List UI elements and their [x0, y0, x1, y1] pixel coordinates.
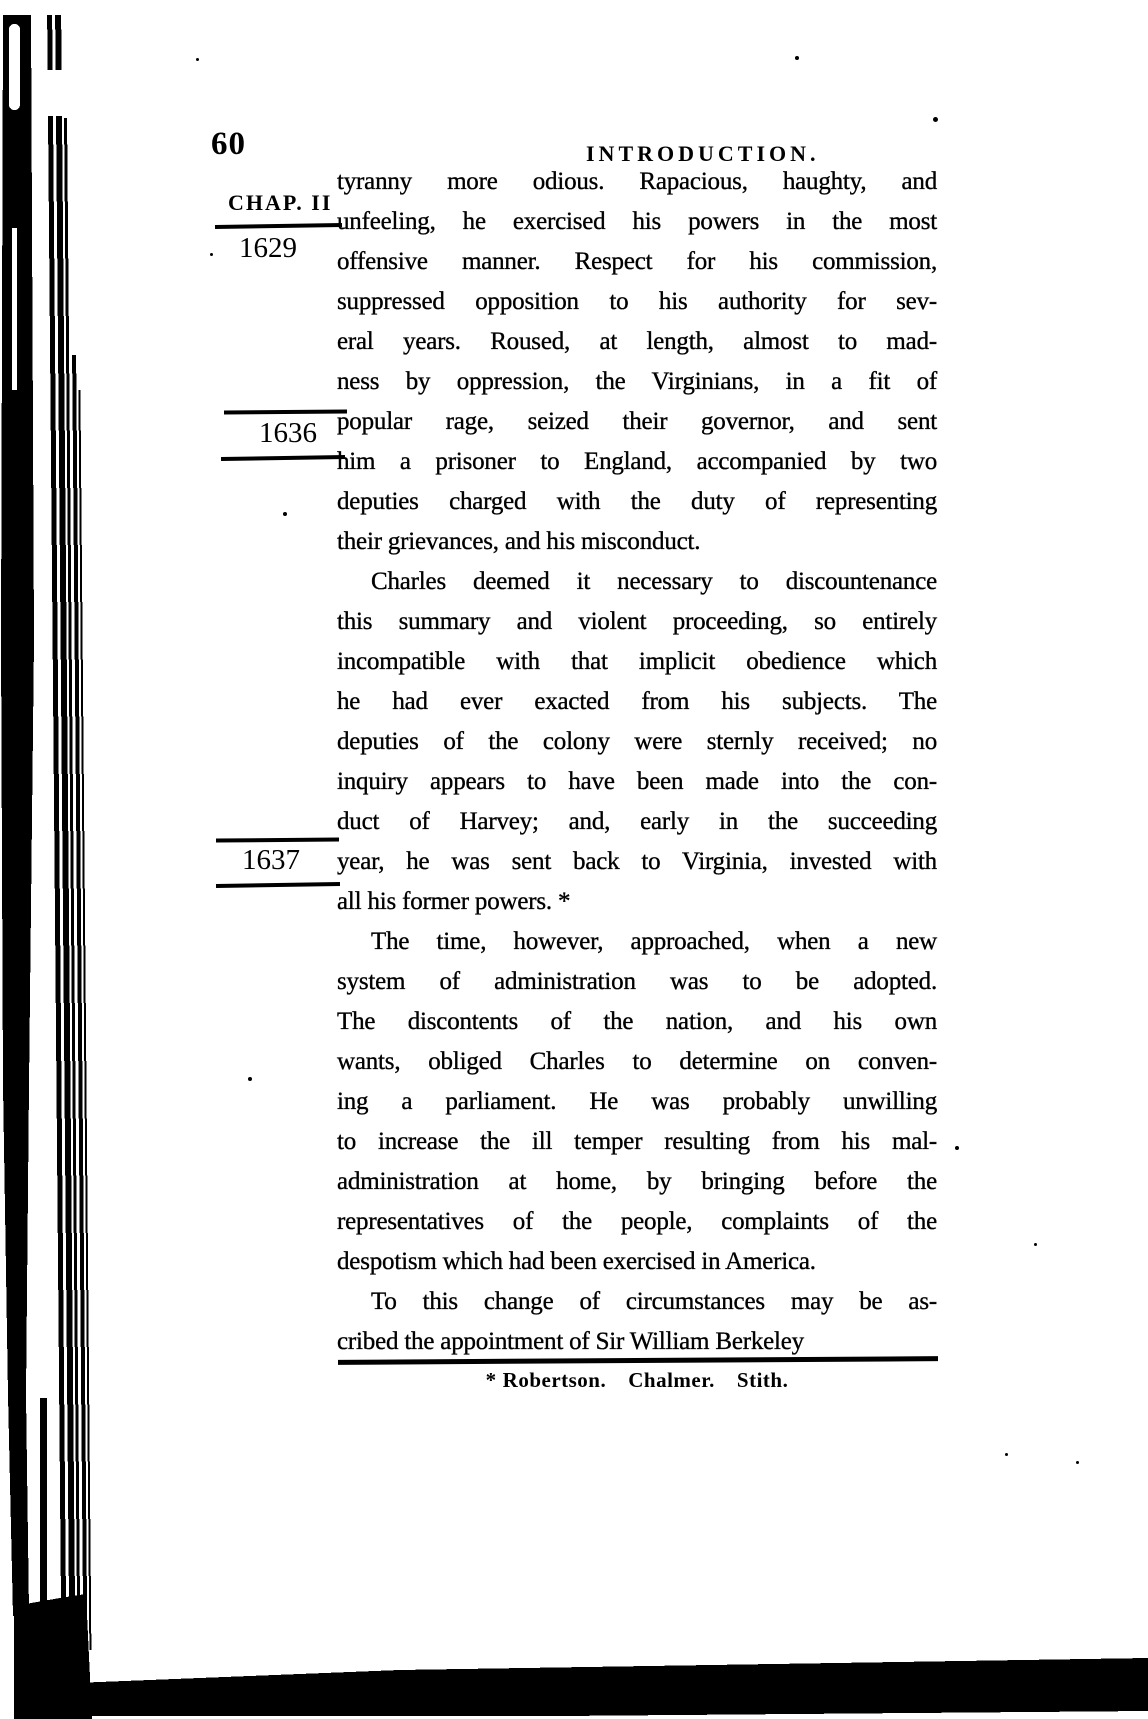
scan-speck	[210, 253, 213, 256]
body-line: year, he was sent back to Virginia, invested with	[337, 848, 937, 875]
body-line: system of administration was to be adopted.	[337, 968, 937, 995]
body-line: all his former powers. *	[337, 888, 571, 915]
body-line: this summary and violent proceeding, so entirely	[337, 608, 937, 635]
body-line: tyranny more odious. Rapacious, haughty, and	[337, 168, 937, 195]
body-line: unfeeling, he exercised his powers in the most	[337, 208, 937, 235]
body-line: offensive manner. Respect for his commission,	[337, 248, 937, 275]
bottom-scan-bar	[50, 1658, 1148, 1716]
body-text-column	[337, 162, 937, 1362]
gutter-stripes	[1, 15, 92, 1665]
body-line: incompatible with that implicit obedience which	[337, 648, 937, 675]
footnote	[337, 1368, 937, 1393]
body-line: administration at home, by bringing before the	[337, 1168, 937, 1195]
body-line: deputies of the colony were sternly received; no	[337, 728, 937, 755]
scan-speck	[248, 1077, 252, 1081]
scan-speck	[196, 58, 199, 61]
footnote-entry: Stith.	[736, 1368, 789, 1392]
body-line: him a prisoner to England, accompanied by two	[337, 448, 937, 475]
body-line: suppressed opposition to his authority for sev-	[337, 288, 937, 315]
body-line: deputies charged with the duty of representing	[337, 488, 937, 515]
body-line: To this change of circumstances may be as-	[371, 1288, 937, 1315]
margin-rule	[216, 882, 340, 888]
margin-note-1636: 1636	[259, 417, 317, 449]
footnote-entry: Chalmer.	[628, 1368, 715, 1392]
margin-rule	[224, 409, 347, 414]
scan-speck	[1005, 1453, 1008, 1456]
scan-speck	[795, 56, 799, 60]
margin-rule	[215, 223, 342, 229]
scan-speck	[283, 512, 287, 516]
scan-speck	[1034, 1243, 1037, 1246]
gutter-bottom-blob	[14, 1594, 92, 1719]
body-line: despotism which had been exercised in America.	[337, 1248, 816, 1275]
margin-note-1637: 1637	[242, 844, 300, 876]
margin-note-1629: 1629	[239, 232, 297, 264]
running-title: INTRODUCTION.	[586, 141, 820, 166]
body-line: The time, however, approached, when a new	[371, 928, 937, 955]
body-line: eral years. Roused, at length, almost to mad-	[337, 328, 937, 355]
margin-rule	[216, 837, 339, 842]
body-line: inquiry appears to have been made into the con-	[337, 768, 937, 795]
scan-speck	[933, 117, 938, 122]
scan-speck	[955, 1146, 959, 1150]
body-line: their grievances, and his misconduct.	[337, 528, 701, 555]
body-line: The discontents of the nation, and his own	[337, 1008, 937, 1035]
body-line: wants, obliged Charles to determine on conven-	[337, 1048, 937, 1075]
margin-rule	[221, 455, 345, 461]
body-line: popular rage, seized their governor, and sent	[337, 408, 937, 435]
footnote-entry: Robertson.	[502, 1368, 607, 1392]
body-line: ing a parliament. He was probably unwilling	[337, 1088, 937, 1115]
footnote-entries	[503, 1368, 789, 1392]
footnote-marker: *	[485, 1368, 497, 1392]
body-line: cribed the appointment of Sir William Berkeley	[337, 1328, 804, 1355]
body-line: representatives of the people, complaints of the	[337, 1208, 937, 1235]
scan-speck	[1076, 1461, 1079, 1464]
body-line: duct of Harvey; and, early in the succeeding	[337, 808, 937, 835]
body-line: Charles deemed it necessary to discountenance	[371, 568, 937, 595]
body-line: to increase the ill temper resulting from his mal-	[337, 1128, 937, 1155]
body-line: he had ever exacted from his subjects. The	[337, 688, 937, 715]
margin-note-chap-ii: CHAP. II	[228, 190, 333, 215]
body-line: ness by oppression, the Virginians, in a fit of	[337, 368, 937, 395]
page-number: 60	[211, 126, 246, 162]
